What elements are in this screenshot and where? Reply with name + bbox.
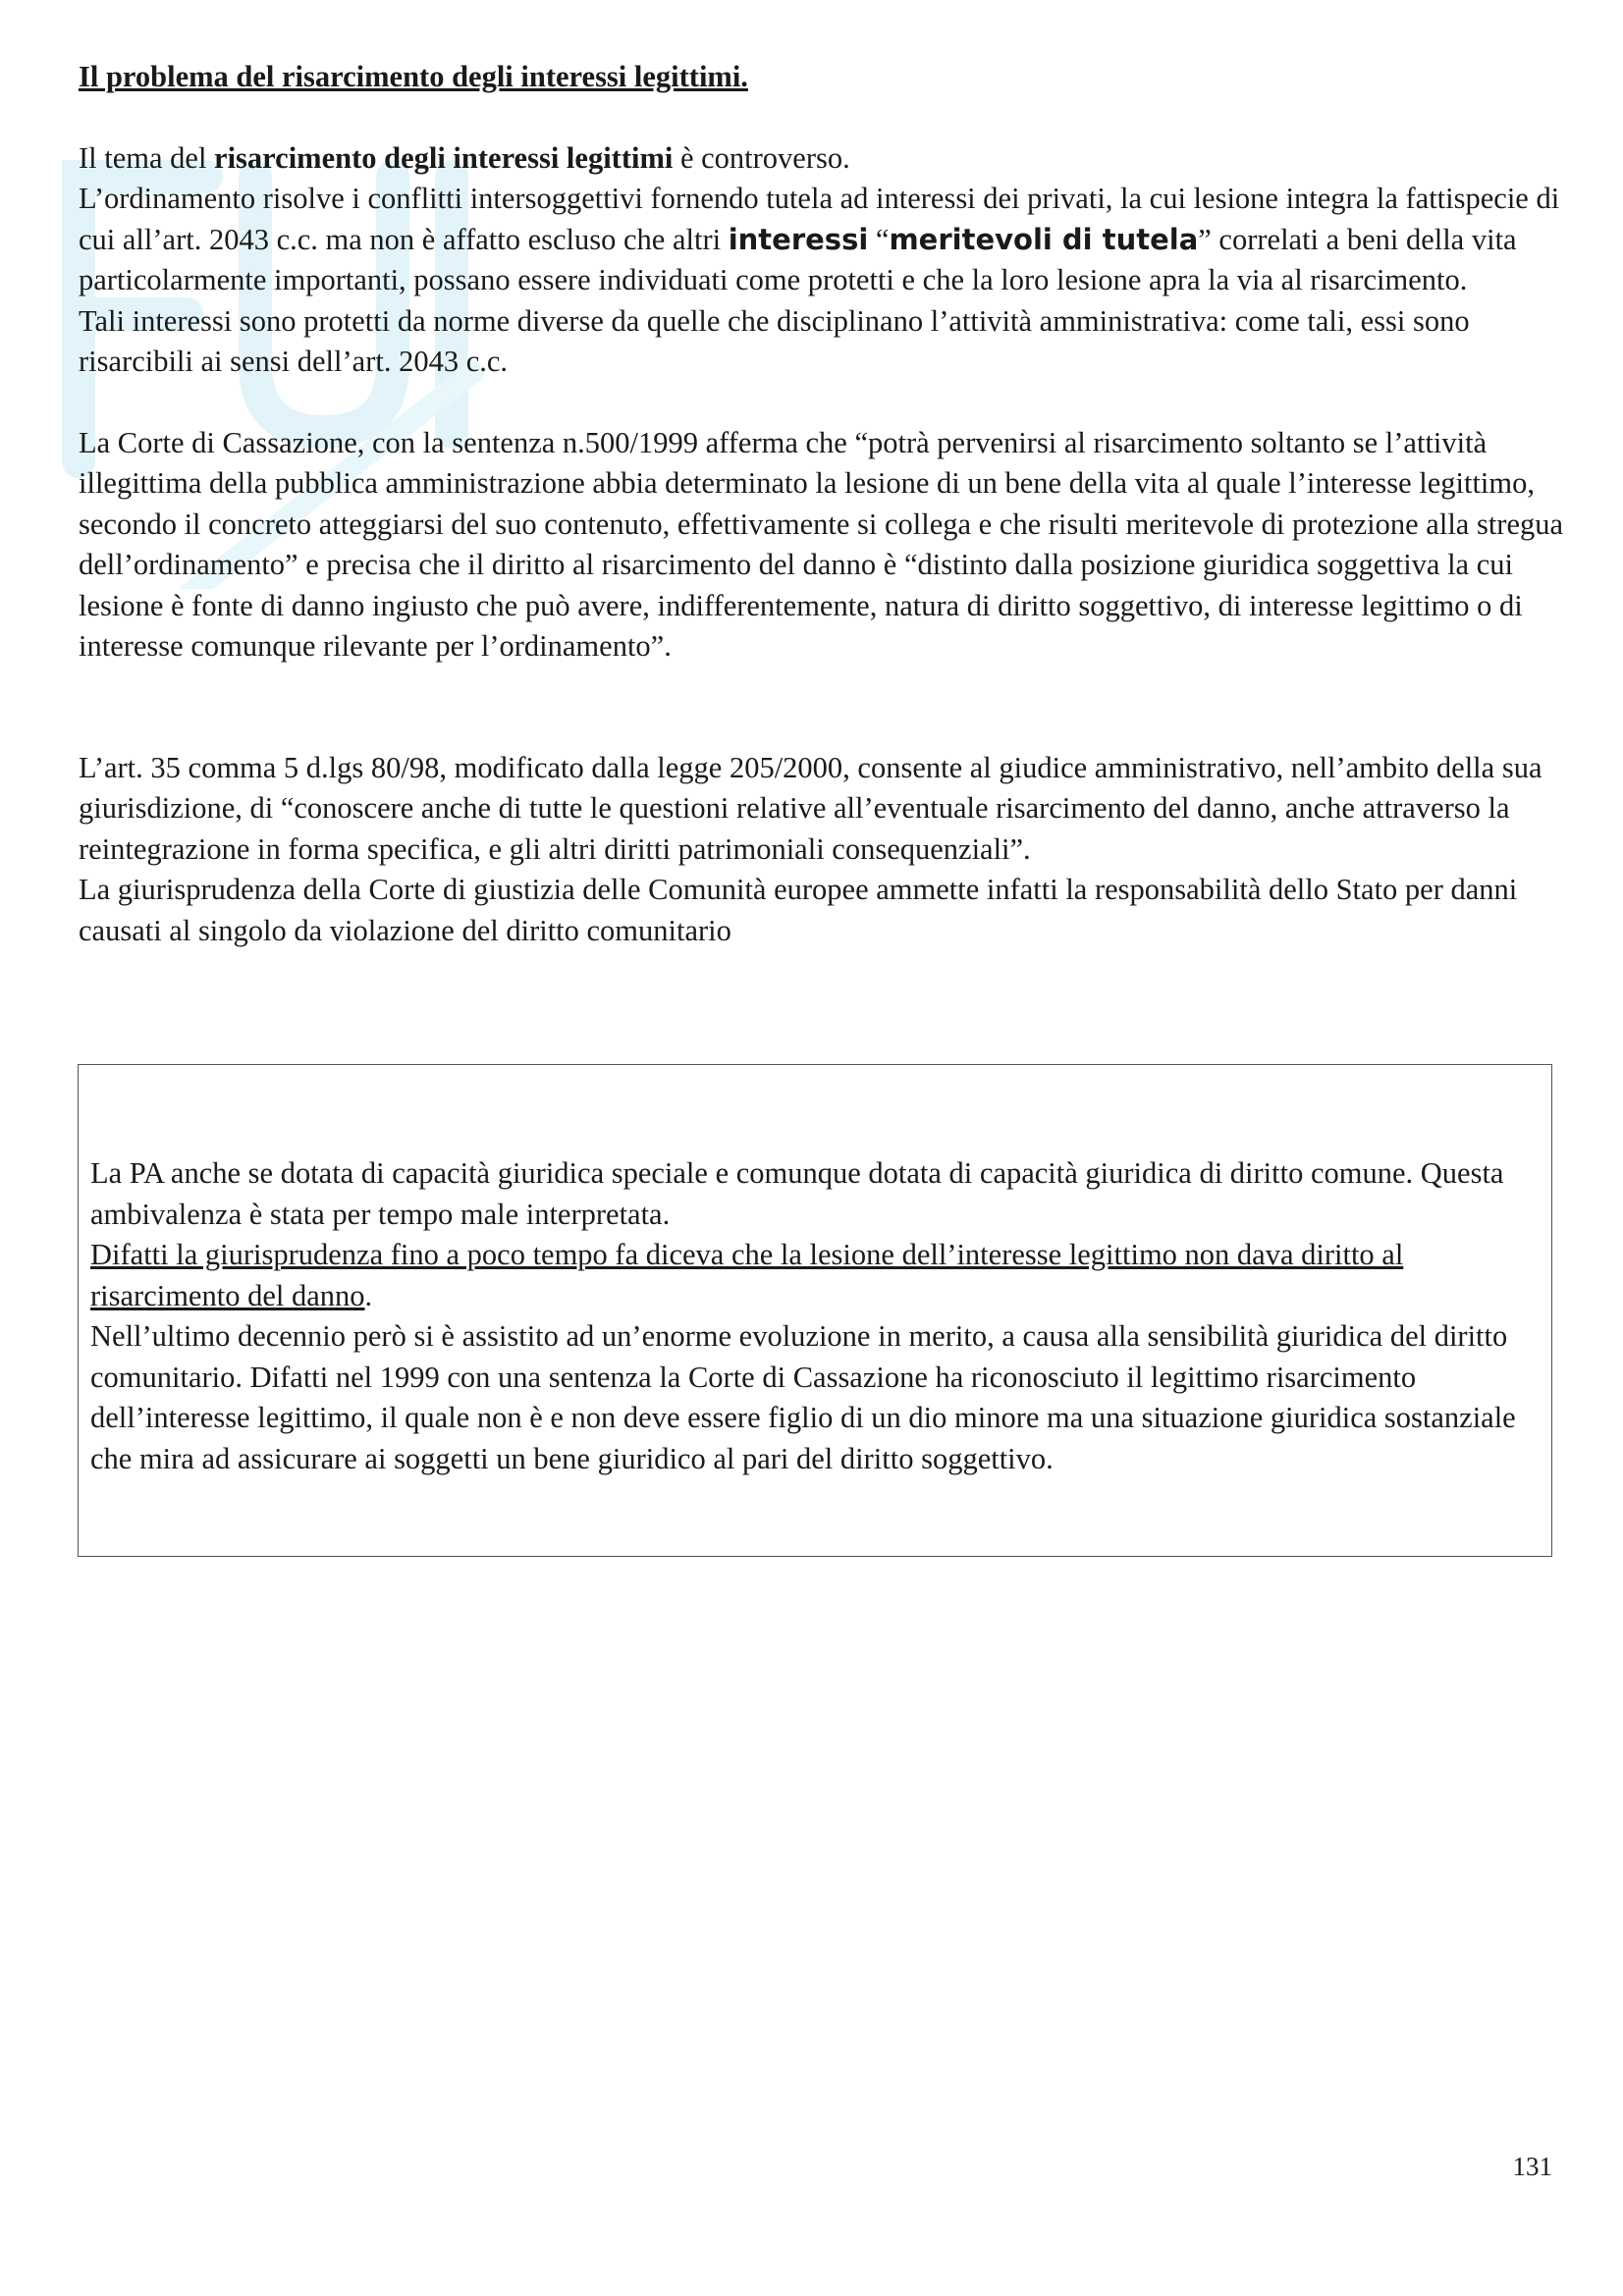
text-run: è controverso.	[673, 140, 850, 175]
text-run: .	[364, 1278, 373, 1312]
text-run: ” correlati a beni della vita particolarmente importanti, possano essere individuati come protetti e che la loro lesione apra la via al risarcimento.	[79, 222, 1517, 296]
box-paragraph-evoluzione: Nell’ultimo decennio però si è assistito ad un’enorme evoluzione in merito, a causa alla sensibilità giuridica del diritto comunitario. Difatti nel 1999 con una sentenza la Corte di Cassazione ha riconosciuto il legittimo risarcimento dell’interesse legittimo, il quale non è e non deve essere figlio di un dio minore ma una situazione giuridica sostanziale che mira ad assicurare ai soggetti un bene giuridico al pari del diritto soggettivo.	[90, 1319, 1516, 1475]
document-body	[79, 57, 1571, 951]
paragraph-intro	[79, 138, 1571, 180]
box-paragraph-giurisprudenza	[90, 1235, 1543, 1316]
paragraph-art35: L’art. 35 comma 5 d.lgs 80/98, modificato dalla legge 205/2000, consente al giudice amministrativo, nell’ambito della sua giurisdizione, di “conoscere anche di tutte le questioni relative all’eventuale risarcimento del danno, anche attraverso la reintegrazione in forma specifica, e gli altri diritti patrimoniali consequenziali”.	[79, 750, 1542, 866]
paragraph-ordinamento	[79, 179, 1571, 301]
paragraph-norme: Tali interessi sono protetti da norme diverse da quelle che disciplinano l’attività amministrativa: come tali, essi sono risarcibili ai sensi dell’art. 2043 c.c.	[79, 303, 1470, 378]
bold-term: meritevoli di tutela	[889, 222, 1199, 256]
paragraph-corte-giustizia: La giurisprudenza della Corte di giustizia delle Comunità europee ammette infatti la responsabilità dello Stato per danni causati al singolo da violazione del diritto comunitario	[79, 873, 1518, 947]
bold-term: interessi	[728, 222, 869, 256]
bold-term: risarcimento degli interessi legittimi	[214, 140, 674, 175]
summary-box-text	[90, 1153, 1543, 1479]
page-number: 131	[1512, 2152, 1552, 2181]
summary-box	[78, 1064, 1552, 1557]
paragraph-cassazione: La Corte di Cassazione, con la sentenza n.500/1999 afferma che “potrà pervenirsi al risarcimento soltanto se l’attività illegittima della pubblica amministrazione abbia determinato la lesione di un bene della vita al quale l’interesse legittimo, secondo il concreto atteggiarsi del suo contenuto, effettivamente si collega e che risulti meritevole di protezione alla stregua dell’ordinamento” e precisa che il diritto al risarcimento del danno è “distinto dalla posizione giuridica soggettiva la cui lesione è fonte di danno ingiusto che può avere, indifferentemente, natura di diritto soggettivo, di interesse legittimo o di interesse comunque rilevante per l’ordinamento”.	[79, 425, 1564, 663]
section-heading: Il problema del risarcimento degli interessi legittimi.	[79, 60, 748, 93]
box-paragraph-pa: La PA anche se dotata di capacità giuridica speciale e comunque dotata di capacità giuridica di diritto comune. Questa ambivalenza è stata per tempo male interpretata.	[90, 1156, 1504, 1231]
underlined-text: Difatti la giurisprudenza fino a poco tempo fa diceva che la lesione dell’interesse legittimo non dava diritto al risarcimento del danno	[90, 1238, 1404, 1312]
text-run: “	[868, 222, 890, 256]
text-run: Il tema del	[79, 140, 215, 175]
text-run: L’ordinamento risolve i conflitti intersoggettivi fornendo tutela ad interessi dei privati, la cui lesione integra la fattispecie di cui all’art. 2043 c.c. ma non è affatto escluso che altri	[79, 182, 1560, 256]
